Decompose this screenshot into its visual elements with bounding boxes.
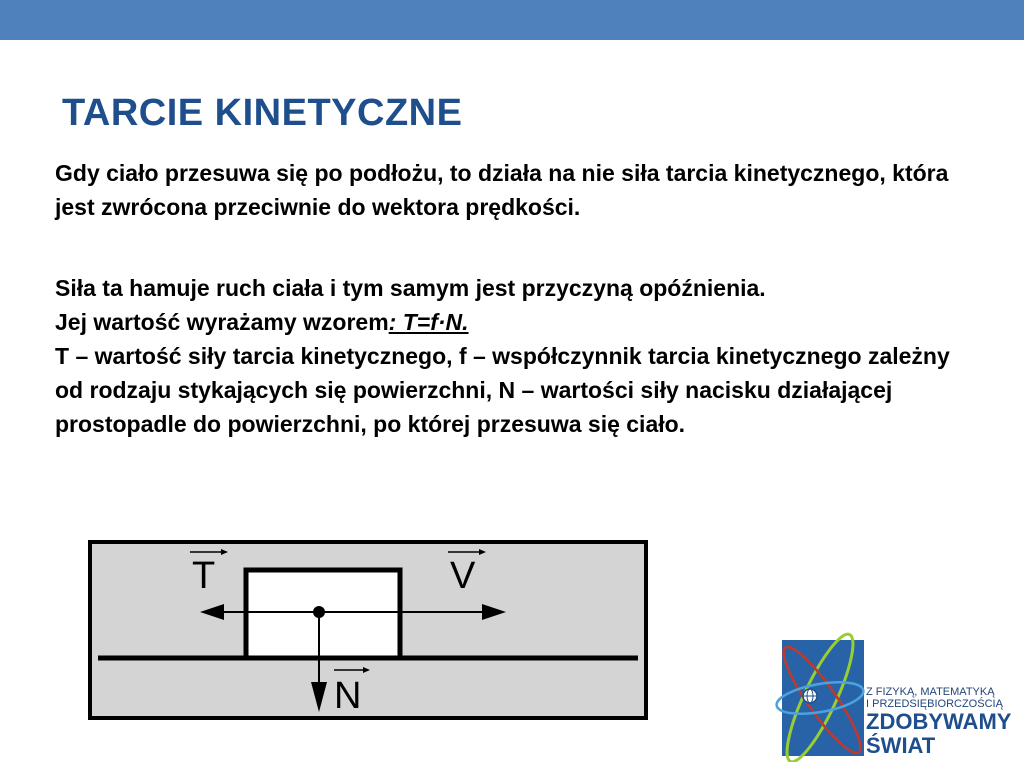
logo-slogan-line2: I PRZEDSIĘBIORCZOŚCIĄ	[866, 698, 1003, 710]
formula-line	[55, 305, 975, 339]
paragraph-symbols: T – wartość siły tarcia kinetycznego, f – współczynnik tarcia kinetycznego zależny od rodzaju stykających się powierzchni, N – wartości siły nacisku działającej prostopadle do powierzchni, po której przesuwa się ciało.	[55, 343, 950, 437]
friction-diagram	[88, 540, 648, 720]
paragraph-braking: Siła ta hamuje ruch ciała i tym samym jest przyczyną opóźnienia.	[55, 275, 766, 301]
slide-body	[55, 156, 975, 441]
formula-intro: Jej wartość wyrażamy wzorem	[55, 309, 389, 335]
label-n: N	[334, 675, 362, 717]
top-accent-bar	[0, 0, 1024, 40]
logo-slogan-line3: ZDOBYWAMY	[866, 709, 1012, 734]
friction-formula: : T=f·N.	[388, 309, 469, 335]
label-t: T	[192, 555, 216, 597]
logo-slogan-line1: Z FIZYKĄ, MATEMATYKĄ	[866, 686, 995, 698]
paragraph-definition: Gdy ciało przesuwa się po podłożu, to działa na nie siła tarcia kinetycznego, która jest zwrócona przeciwnie do wektora prędkości.	[55, 160, 949, 220]
logo-slogan-line4: ŚWIAT	[866, 733, 936, 758]
label-v: V	[450, 555, 476, 597]
slide-title: TARCIE KINETYCZNE	[62, 92, 463, 134]
logo-text	[866, 686, 1011, 758]
